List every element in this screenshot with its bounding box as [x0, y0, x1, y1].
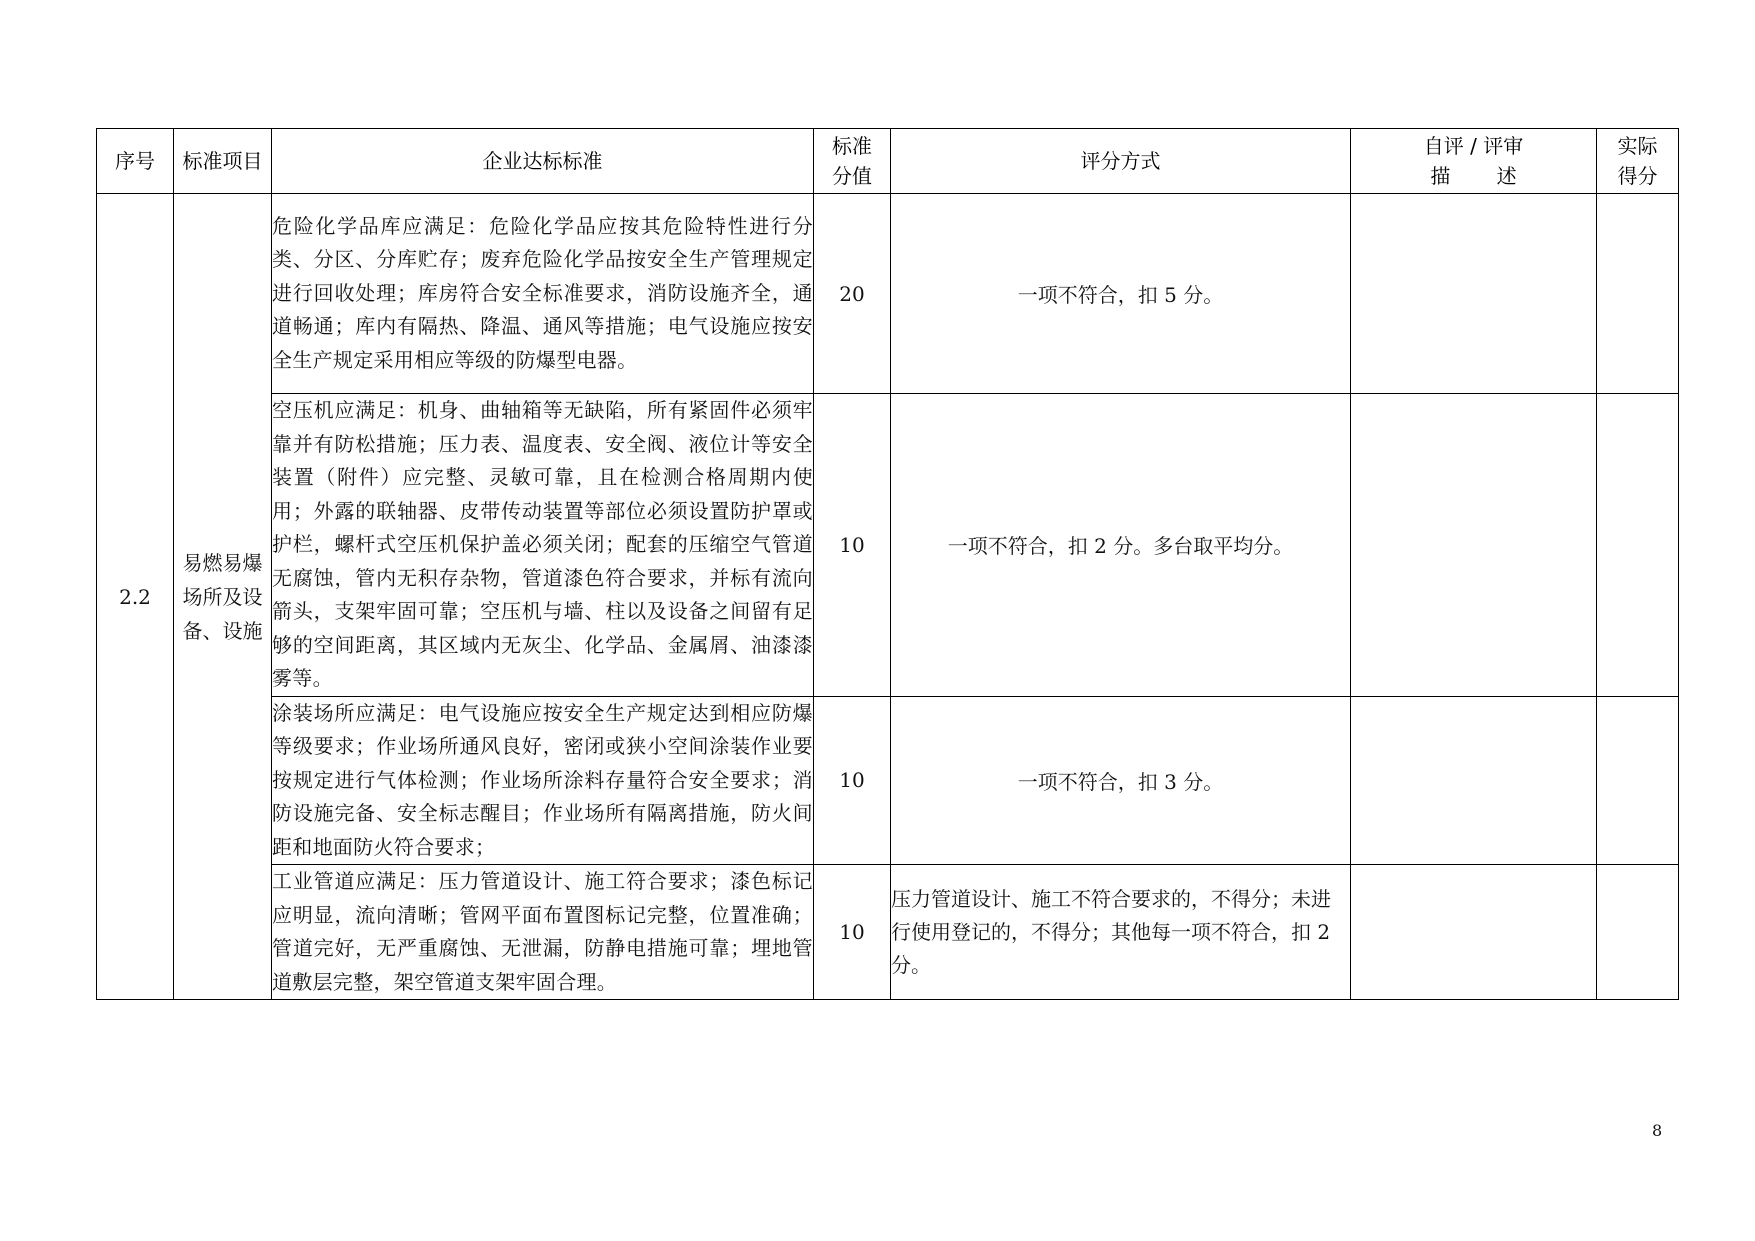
row-method: 压力管道设计、施工不符合要求的，不得分；未进行使用登记的，不得分；其他每一项不符合，扣 2 分。 [891, 865, 1351, 1000]
row-standard: 工业管道应满足：压力管道设计、施工符合要求；漆色标记应明显，流向清晰；管网平面布置图标记完整，位置准确；管道完好，无严重腐蚀、无泄漏，防静电措施可靠；埋地管道敷层完整，架空管道支架牢固合理。 [272, 865, 814, 1000]
row-description [1351, 865, 1597, 1000]
section-item-name: 易燃易爆场所及设备、设施 [182, 550, 263, 643]
header-score-line1: 标准 [832, 134, 872, 158]
row-actual [1597, 394, 1679, 697]
table-row [97, 865, 1679, 1000]
row-method: 一项不符合，扣 5 分。 [891, 194, 1351, 394]
header-item: 标准项目 [174, 129, 272, 194]
table-row [97, 394, 1679, 697]
section-item-cell [174, 194, 272, 1000]
row-standard: 涂装场所应满足：电气设施应按安全生产规定达到相应防爆等级要求；作业场所通风良好，密闭或狭小空间涂装作业要按规定进行气体检测；作业场所涂料存量符合安全要求；消防设施完备、安全标志醒目；作业场所有隔离措施，防火间距和地面防火符合要求； [272, 696, 814, 865]
row-score: 20 [814, 194, 891, 394]
table-header-row [97, 129, 1679, 194]
section-seq: 2.2 [97, 194, 174, 1000]
header-seq: 序号 [97, 129, 174, 194]
row-description [1351, 194, 1597, 394]
table-row [97, 194, 1679, 394]
header-description-line2: 描 述 [1430, 164, 1517, 188]
row-score: 10 [814, 394, 891, 697]
row-score: 10 [814, 865, 891, 1000]
header-actual-line2: 得分 [1617, 164, 1658, 188]
row-actual [1597, 194, 1679, 394]
row-standard: 空压机应满足：机身、曲轴箱等无缺陷，所有紧固件必须牢靠并有防松措施；压力表、温度表、安全阀、液位计等安全装置（附件）应完整、灵敏可靠，且在检测合格周期内使用；外露的联轴器、皮带传动装置等部位必须设置防护罩或护栏，螺杆式空压机保护盖必须关闭；配套的压缩空气管道无腐蚀，管内无积存杂物，管道漆色符合要求，并标有流向箭头，支架牢固可靠；空压机与墙、柱以及设备之间留有足够的空间距离，其区域内无灰尘、化学品、金属屑、油漆漆雾等。 [272, 394, 814, 697]
header-score-line2: 分值 [832, 164, 872, 188]
header-score [814, 129, 891, 194]
header-description [1351, 129, 1597, 194]
header-description-line1: 自评 / 评审 [1423, 134, 1524, 158]
row-method: 一项不符合，扣 3 分。 [891, 696, 1351, 865]
row-description [1351, 696, 1597, 865]
page-number: 8 [1652, 1121, 1663, 1140]
row-method: 一项不符合，扣 2 分。多台取平均分。 [891, 394, 1351, 697]
header-method: 评分方式 [891, 129, 1351, 194]
row-standard: 危险化学品库应满足：危险化学品应按其危险特性进行分类、分区、分库贮存；废弃危险化学品按安全生产管理规定进行回收处理；库房符合安全标准要求，消防设施齐全，通道畅通；库内有隔热、降温、通风等措施；电气设施应按安全生产规定采用相应等级的防爆型电器。 [272, 194, 814, 394]
row-description [1351, 394, 1597, 697]
table-row [97, 696, 1679, 865]
header-actual [1597, 129, 1679, 194]
header-standard: 企业达标标准 [272, 129, 814, 194]
row-actual [1597, 696, 1679, 865]
row-score: 10 [814, 696, 891, 865]
header-actual-line1: 实际 [1617, 134, 1658, 158]
safety-standard-table [96, 128, 1679, 1000]
row-actual [1597, 865, 1679, 1000]
